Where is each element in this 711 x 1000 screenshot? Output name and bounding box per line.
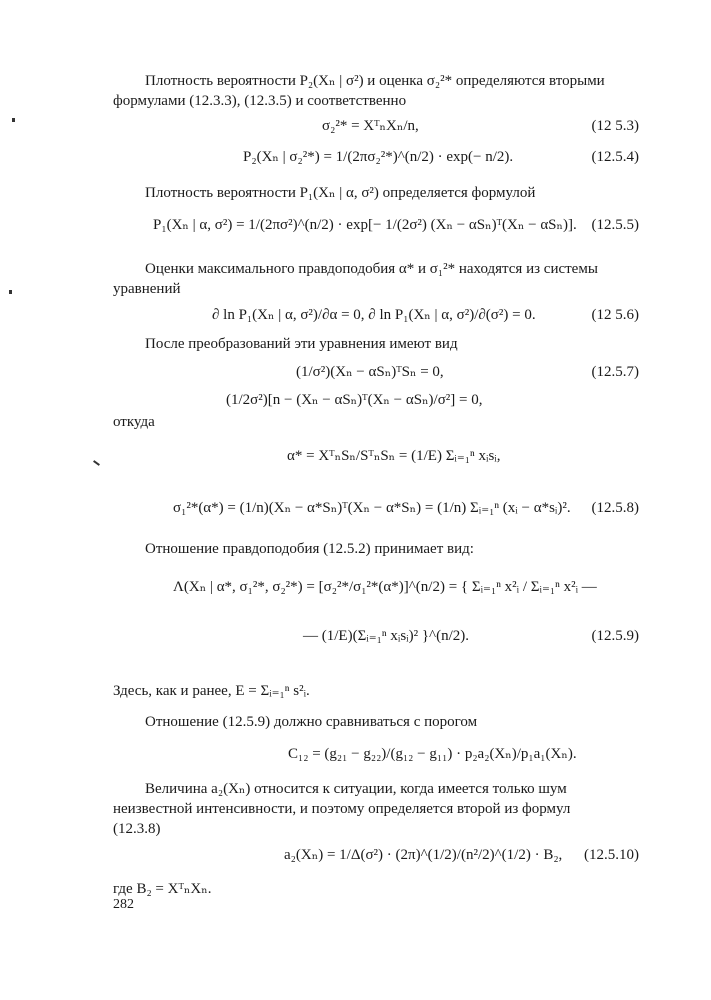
paragraph-3-line-1: Оценки максимального правдоподобия α* и σ₁²* находятся из системы — [145, 261, 598, 277]
equation-12-5-7-a: (1/σ²)(Xₙ − αSₙ)ᵀSₙ = 0, — [296, 364, 444, 380]
equation-threshold: C₁₂ = (g₂₁ − g₂₂)/(g₁₂ − g₁₁) · p₂a₂(Xₙ)/p₁a₁(Xₙ). — [288, 746, 577, 762]
paragraph-8: Отношение (12.5.9) должно сравниваться с порогом — [145, 714, 478, 730]
paragraph-7: Здесь, как и ранее, E = Σᵢ₌₁ⁿ s²ᵢ. — [113, 683, 310, 699]
equation-12-5-7-b: (1/2σ²)[n − (Xₙ − αSₙ)ᵀ(Xₙ − αSₙ)/σ²] = 0, — [226, 392, 483, 408]
paragraph-5: откуда — [113, 414, 155, 430]
equation-alpha-star: α* = XᵀₙSₙ/SᵀₙSₙ = (1/E) Σᵢ₌₁ⁿ xᵢsᵢ, — [287, 448, 501, 464]
paragraph-9-line-1: Величина a₂(Xₙ) относится к ситуации, когда имеется только шум — [145, 781, 567, 797]
equation-number-12-5-5: (12.5.5) — [591, 217, 639, 233]
equation-number-12-5-8: (12.5.8) — [591, 500, 639, 516]
paragraph-1-line-1: Плотность вероятности P₂(Xₙ | σ²) и оценка σ₂²* определяются вторыми — [145, 73, 605, 89]
equation-number-12-5-10: (12.5.10) — [584, 847, 639, 863]
equation-12-5-8: σ₁²*(α*) = (1/n)(Xₙ − α*Sₙ)ᵀ(Xₙ − α*Sₙ) = (1/n) Σᵢ₌₁ⁿ (xᵢ − α*sᵢ)². — [173, 500, 571, 516]
equation-number-12-5-4: (12.5.4) — [591, 149, 639, 165]
equation-number-12-5-7: (12.5.7) — [591, 364, 639, 380]
equation-12-5-9-b: — (1/E)(Σᵢ₌₁ⁿ xᵢsᵢ)² }^(n/2). — [303, 628, 470, 644]
margin-speck — [93, 460, 100, 466]
paragraph-6: Отношение правдоподобия (12.5.2) принимает вид: — [145, 541, 474, 557]
paragraph-10: где B₂ = XᵀₙXₙ. — [113, 881, 212, 897]
equation-number-12-5-6: (12 5.6) — [591, 307, 639, 323]
paragraph-2: Плотность вероятности P₁(Xₙ | α, σ²) определяется формулой — [145, 185, 536, 201]
margin-speck — [12, 118, 15, 122]
paragraph-4: После преобразований эти уравнения имеют вид — [145, 336, 458, 352]
equation-12-5-10: a₂(Xₙ) = 1/Δ(σ²) · (2π)^(1/2)/(n²/2)^(1/2) · B₂, — [284, 847, 563, 863]
paragraph-9-line-3: (12.3.8) — [113, 821, 161, 837]
equation-12-5-4: P₂(Xₙ | σ₂²*) = 1/(2πσ₂²*)^(n/2) · exp(− n/2). — [243, 149, 514, 165]
equation-12-5-9-a: Λ(Xₙ | α*, σ₁²*, σ₂²*) = [σ₂²*/σ₁²*(α*)]^(n/2) = { Σᵢ₌₁ⁿ x²ᵢ / Σᵢ₌₁ⁿ x²ᵢ — — [173, 579, 597, 595]
equation-number-12-5-9: (12.5.9) — [591, 628, 639, 644]
paragraph-1-line-2: формулами (12.3.3), (12.3.5) и соответственно — [113, 93, 407, 109]
paragraph-3-line-2: уравнений — [113, 281, 181, 297]
equation-12-5-3: σ₂²* = XᵀₙXₙ/n, — [322, 118, 419, 134]
margin-speck — [9, 290, 12, 294]
equation-number-12-5-3: (12 5.3) — [591, 118, 639, 134]
equation-12-5-5: P₁(Xₙ | α, σ²) = 1/(2πσ²)^(n/2) · exp[− 1/(2σ²) (Xₙ − αSₙ)ᵀ(Xₙ − αSₙ)]. — [153, 217, 577, 233]
equation-12-5-6: ∂ ln P₁(Xₙ | α, σ²)/∂α = 0, ∂ ln P₁(Xₙ | α, σ²)/∂(σ²) = 0. — [212, 307, 536, 323]
paragraph-9-line-2: неизвестной интенсивности, и поэтому определяется второй из формул — [113, 801, 571, 817]
page-number: 282 — [113, 897, 134, 912]
